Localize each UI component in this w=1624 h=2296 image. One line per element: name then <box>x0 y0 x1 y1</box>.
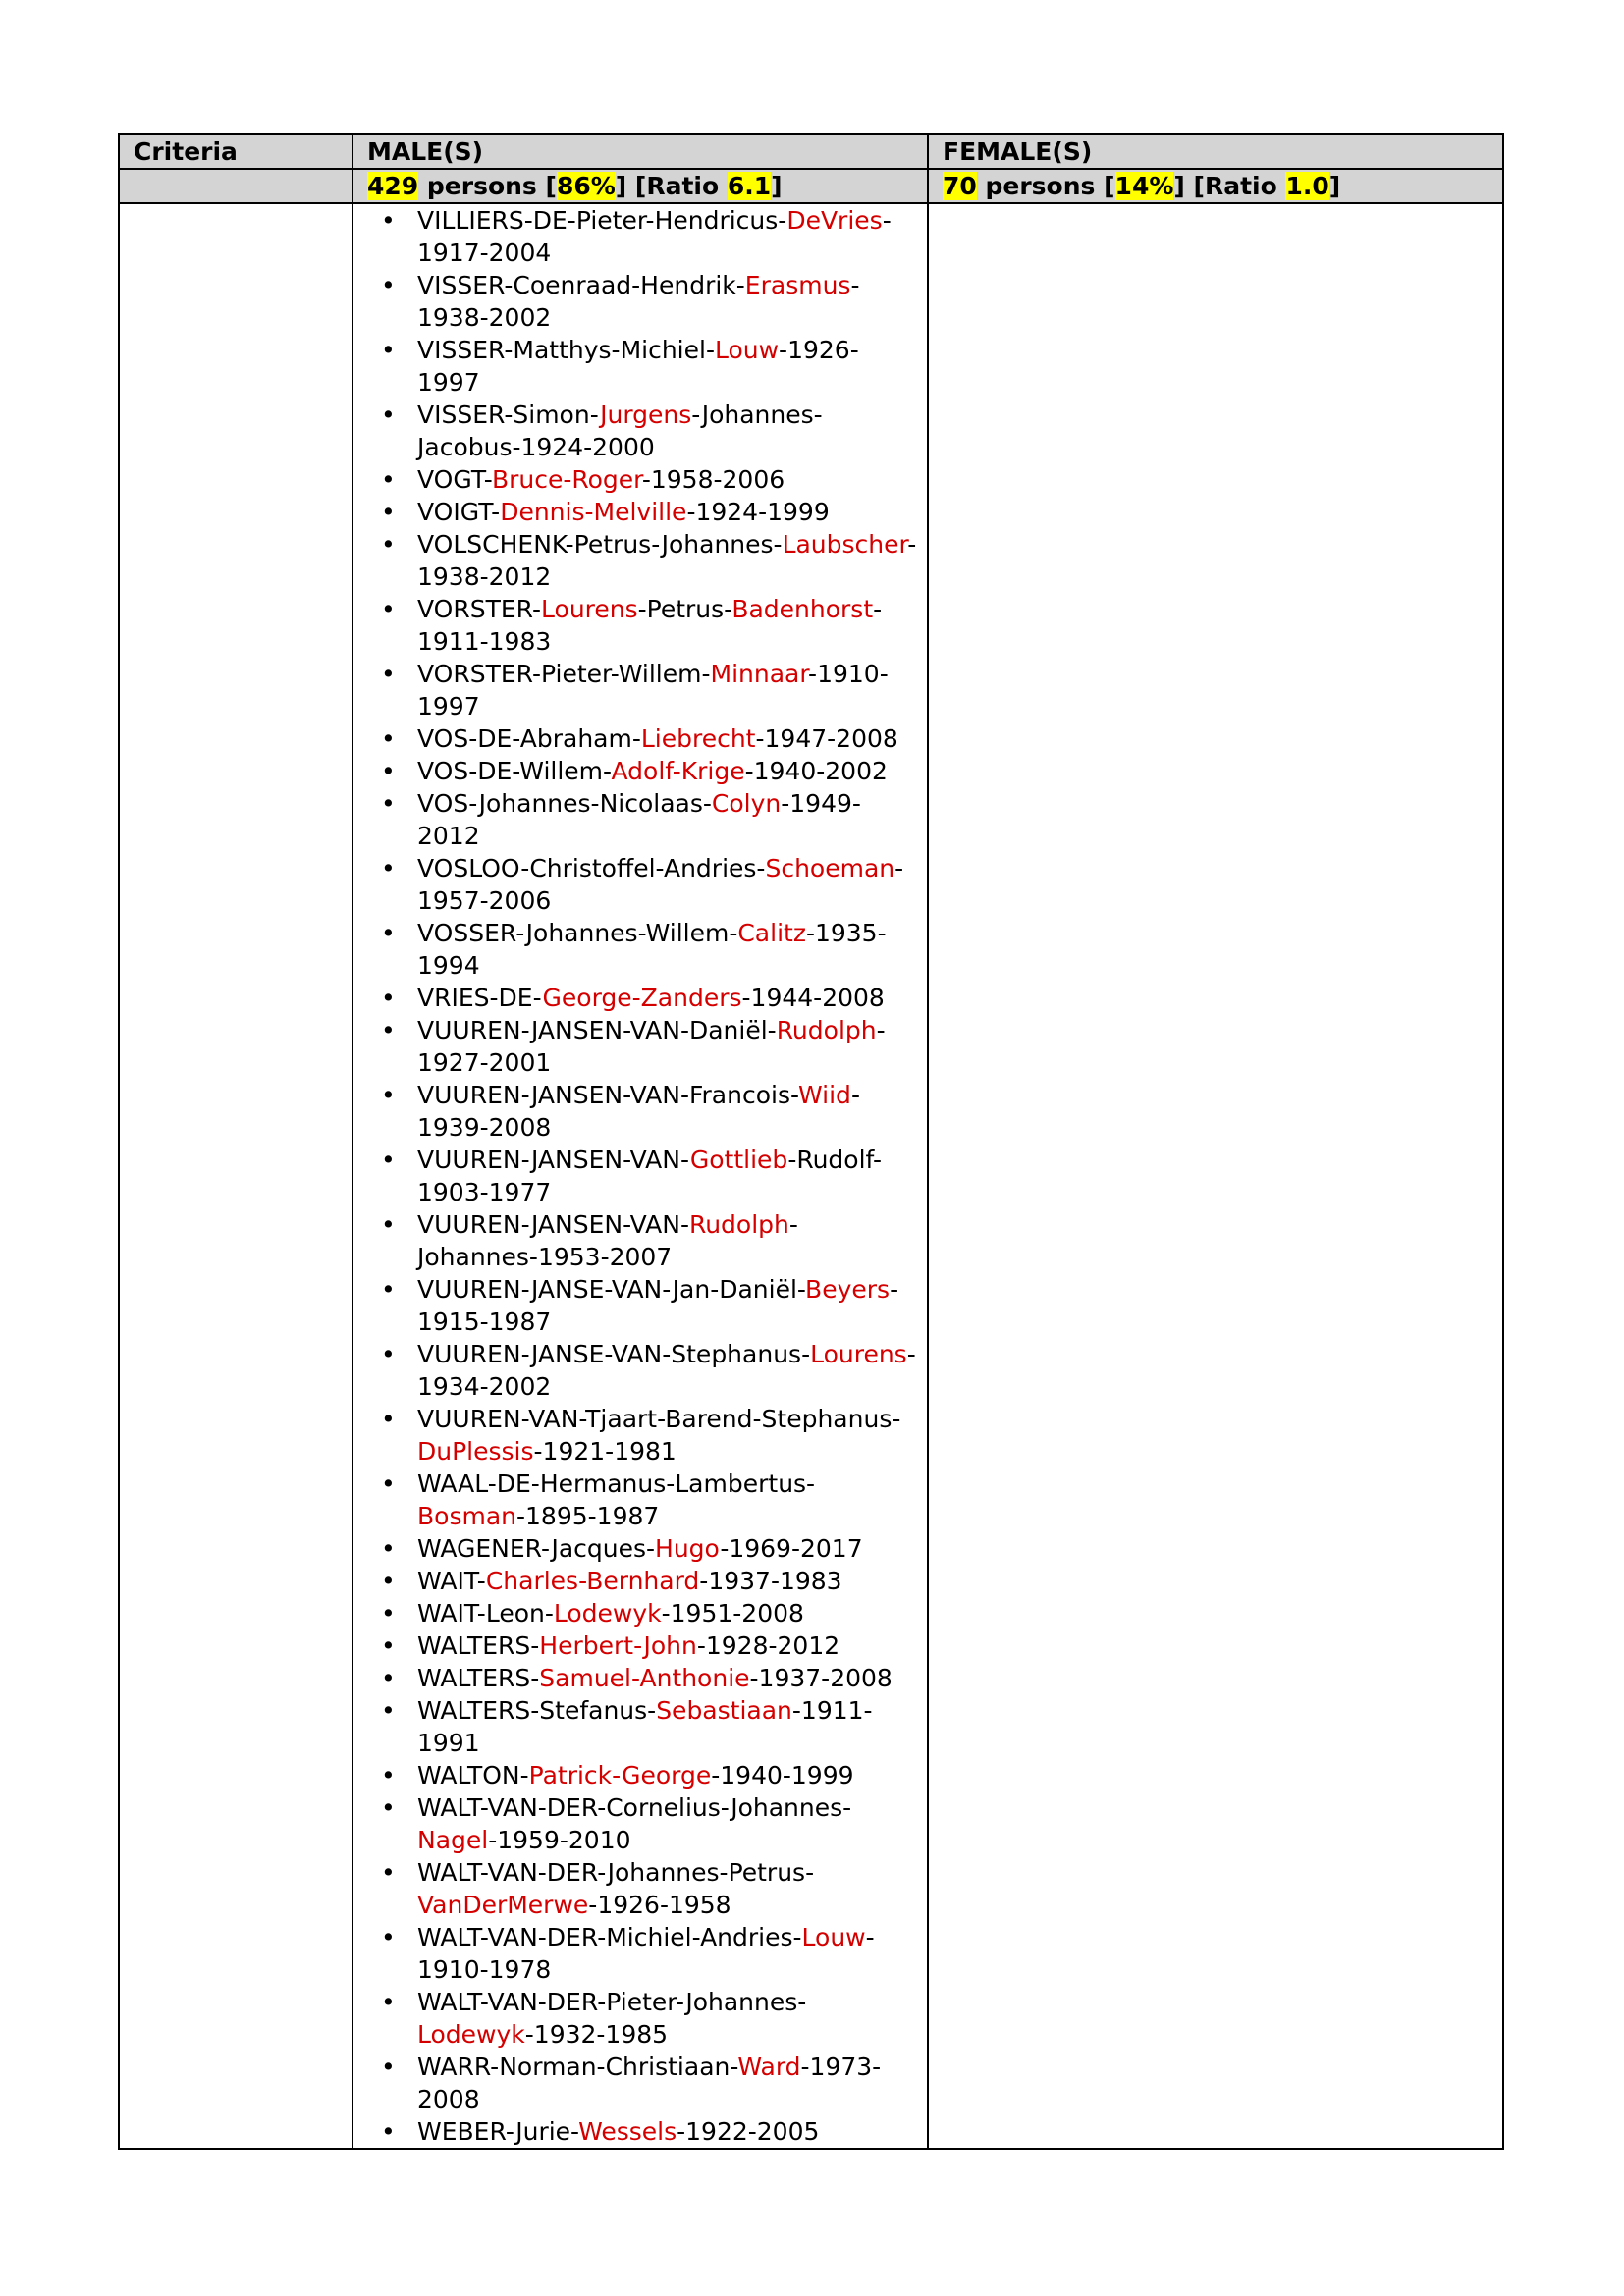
female-ratio: 1.0 <box>1285 172 1329 200</box>
name-highlight: DuPlessis <box>417 1437 534 1466</box>
male-names-cell <box>352 203 928 2149</box>
list-item <box>367 2051 927 2115</box>
list-item <box>367 1791 927 1856</box>
name-highlight: Calitz <box>737 919 806 947</box>
name-text: VOS-Johannes-Nicolaas- <box>417 789 712 818</box>
name-text: -1935-1994 <box>417 919 887 980</box>
name-text: VUUREN-JANSE-VAN-Stephanus- <box>417 1340 811 1368</box>
list-item <box>367 1079 927 1144</box>
name-text: VORSTER- <box>417 595 542 623</box>
name-text: -1927-2001 <box>417 1016 886 1077</box>
male-percent: 86% <box>556 172 616 200</box>
list-item <box>367 269 927 334</box>
name-highlight: Erasmus <box>744 271 851 299</box>
name-text: -1911-1983 <box>417 595 883 656</box>
name-text: -1938-2012 <box>417 530 917 591</box>
name-text: WAIT-Leon- <box>417 1599 554 1628</box>
name-text: VOGT- <box>417 465 492 494</box>
female-close: ] <box>1328 172 1341 200</box>
name-highlight: Lourens <box>810 1340 907 1368</box>
name-text: -1958-2006 <box>641 465 785 494</box>
name-text: -1940-2002 <box>744 757 888 785</box>
list-item <box>367 1921 927 1986</box>
list-item <box>367 1694 927 1759</box>
name-text: -1944-2008 <box>741 984 885 1012</box>
name-text: WALTERS- <box>417 1631 540 1660</box>
list-item <box>367 1759 927 1791</box>
male-header: MALE(S) <box>352 134 928 169</box>
male-summary <box>352 169 928 203</box>
list-item <box>367 982 927 1014</box>
list-item <box>367 1597 927 1629</box>
name-text: VOIGT- <box>417 498 501 526</box>
name-text: -1922-2005 <box>677 2117 820 2146</box>
list-item <box>367 528 927 593</box>
name-text: WARR-Norman-Christiaan- <box>417 2053 738 2081</box>
summary-criteria-cell <box>119 169 352 203</box>
name-text: WALTON- <box>417 1761 529 1789</box>
list-item <box>367 1662 927 1694</box>
name-text: -1939-2008 <box>417 1081 860 1142</box>
name-highlight: Bosman <box>417 1502 516 1530</box>
name-text: -1969-2017 <box>720 1534 863 1563</box>
name-highlight: Colyn <box>711 789 782 818</box>
female-persons-text: persons [ <box>976 172 1115 200</box>
male-persons-text: persons [ <box>418 172 557 200</box>
male-ratio-label: ] [Ratio <box>615 172 728 200</box>
list-item <box>367 399 927 463</box>
name-text: -1921-1981 <box>533 1437 677 1466</box>
name-text: VUUREN-JANSEN-VAN-Daniël- <box>417 1016 777 1044</box>
name-text: WALT-VAN-DER-Pieter-Johannes- <box>417 1988 807 2016</box>
name-highlight: Wiid <box>798 1081 851 1109</box>
name-highlight: Ward <box>737 2053 801 2081</box>
name-text: VOSLOO-Christoffel-Andries- <box>417 854 766 882</box>
name-highlight: Patrick-George <box>528 1761 712 1789</box>
list-item <box>367 787 927 852</box>
name-text: WAGENER-Jacques- <box>417 1534 656 1563</box>
name-text: -1959-2010 <box>488 1826 631 1854</box>
name-text: -1973-2008 <box>417 2053 882 2113</box>
name-text: -1911-1991 <box>417 1696 873 1757</box>
name-highlight: Rudolph <box>688 1210 789 1239</box>
name-highlight: VanDerMerwe <box>417 1891 589 1919</box>
name-text: -Johannes-Jacobus-1924-2000 <box>417 400 823 461</box>
name-text: VUUREN-JANSE-VAN-Jan-Daniël- <box>417 1275 806 1304</box>
table-header-row <box>119 134 1503 169</box>
list-item <box>367 1338 927 1403</box>
name-text: VISSER-Coenraad-Hendrik- <box>417 271 745 299</box>
name-text: -Johannes-1953-2007 <box>417 1210 798 1271</box>
name-highlight: Samuel-Anthonie <box>539 1664 750 1692</box>
list-item <box>367 593 927 658</box>
name-text: WALT-VAN-DER-Michiel-Andries- <box>417 1923 802 1951</box>
name-highlight: Wessels <box>578 2117 677 2146</box>
name-text: -1949-2012 <box>417 789 861 850</box>
name-text: WALTERS- <box>417 1664 540 1692</box>
name-text: -1932-1985 <box>524 2020 669 2049</box>
name-text: -1951-2008 <box>661 1599 804 1628</box>
list-item <box>367 1403 927 1468</box>
list-item <box>367 722 927 755</box>
name-text: -1940-1999 <box>711 1761 854 1789</box>
name-text: -1937-1983 <box>699 1567 842 1595</box>
list-item <box>367 1014 927 1079</box>
name-highlight: Adolf-Krige <box>611 757 745 785</box>
name-highlight: Louw <box>714 336 780 364</box>
name-text: VISSER-Simon- <box>417 400 601 429</box>
name-text: -1926-1997 <box>417 336 859 397</box>
list-item <box>367 1856 927 1921</box>
name-text: VOLSCHENK-Petrus-Johannes- <box>417 530 783 559</box>
criteria-table <box>118 133 1504 2150</box>
list-item <box>367 1273 927 1338</box>
female-percent: 14% <box>1114 172 1174 200</box>
list-item <box>367 1986 927 2051</box>
list-item <box>367 852 927 917</box>
name-highlight: Sebastiaan <box>656 1696 792 1725</box>
list-item <box>367 917 927 982</box>
name-text: WALT-VAN-DER-Johannes-Petrus- <box>417 1858 813 1887</box>
name-text: VILLIERS-DE-Pieter-Hendricus- <box>417 206 787 235</box>
name-highlight: Minnaar <box>710 660 809 688</box>
list-item <box>367 1565 927 1597</box>
name-highlight: Rudolph <box>776 1016 877 1044</box>
name-text: WAAL-DE-Hermanus-Lambertus- <box>417 1469 815 1498</box>
list-item <box>367 658 927 722</box>
name-text: WAIT- <box>417 1567 486 1595</box>
name-highlight: Bruce-Roger <box>491 465 642 494</box>
name-highlight: Louw <box>801 1923 866 1951</box>
list-item <box>367 2115 927 2148</box>
name-highlight: George-Zanders <box>542 984 742 1012</box>
list-item <box>367 463 927 496</box>
name-text: -1937-2008 <box>749 1664 893 1692</box>
name-highlight: Schoeman <box>765 854 895 882</box>
name-text: -1917-2004 <box>417 206 892 267</box>
list-item <box>367 1144 927 1208</box>
male-names-list <box>367 204 927 2148</box>
name-text: VOS-DE-Abraham- <box>417 724 641 753</box>
criteria-cell <box>119 203 352 2149</box>
name-highlight: Herbert-John <box>539 1631 697 1660</box>
name-text: -1934-2002 <box>417 1340 916 1401</box>
list-item <box>367 1208 927 1273</box>
name-highlight: DeVries <box>786 206 883 235</box>
name-highlight: Dennis-Melville <box>500 498 687 526</box>
name-highlight: Nagel <box>417 1826 489 1854</box>
list-item <box>367 1468 927 1532</box>
name-highlight: Hugo <box>655 1534 721 1563</box>
criteria-header: Criteria <box>119 134 352 169</box>
name-text: WALT-VAN-DER-Cornelius-Johannes- <box>417 1793 852 1822</box>
female-header: FEMALE(S) <box>928 134 1503 169</box>
name-text: WEBER-Jurie- <box>417 2117 579 2146</box>
name-highlight: Laubscher <box>782 530 908 559</box>
name-text: VUUREN-VAN-Tjaart-Barend-Stephanus- <box>417 1405 901 1433</box>
name-text: -1938-2002 <box>417 271 860 332</box>
name-highlight: Jurgens <box>600 400 692 429</box>
name-highlight: Gottlieb <box>689 1146 788 1174</box>
name-text: -1915-1987 <box>417 1275 899 1336</box>
name-highlight: Lodewyk <box>417 2020 525 2049</box>
name-text: -Petrus- <box>637 595 732 623</box>
male-close: ] <box>771 172 783 200</box>
name-text: VORSTER-Pieter-Willem- <box>417 660 711 688</box>
male-ratio: 6.1 <box>727 172 772 200</box>
name-highlight: Beyers <box>805 1275 891 1304</box>
female-ratio-label: ] [Ratio <box>1173 172 1286 200</box>
name-text: VUUREN-JANSEN-VAN-Francois- <box>417 1081 798 1109</box>
female-count: 70 <box>943 172 977 200</box>
name-text: -1947-2008 <box>755 724 898 753</box>
summary-row <box>119 169 1503 203</box>
name-text: -1926-1958 <box>588 1891 731 1919</box>
name-text: -1910-1997 <box>417 660 889 721</box>
name-text: VRIES-DE- <box>417 984 543 1012</box>
name-text: -Rudolf-1903-1977 <box>417 1146 882 1206</box>
female-names-cell <box>928 203 1503 2149</box>
list-item <box>367 1532 927 1565</box>
list-item <box>367 1629 927 1662</box>
name-highlight: Badenhorst <box>731 595 874 623</box>
name-text: VUUREN-JANSEN-VAN- <box>417 1210 689 1239</box>
list-item <box>367 334 927 399</box>
name-text: VOSSER-Johannes-Willem- <box>417 919 738 947</box>
name-text: -1928-2012 <box>696 1631 840 1660</box>
list-item <box>367 496 927 528</box>
name-highlight: Liebrecht <box>640 724 756 753</box>
name-text: -1957-2006 <box>417 854 904 915</box>
male-count: 429 <box>367 172 419 200</box>
list-item <box>367 204 927 269</box>
female-summary <box>928 169 1503 203</box>
name-highlight: Lodewyk <box>553 1599 662 1628</box>
name-text: -1924-1999 <box>686 498 830 526</box>
name-text: VUUREN-JANSEN-VAN- <box>417 1146 690 1174</box>
name-text: -1895-1987 <box>516 1502 660 1530</box>
name-text: -1910-1978 <box>417 1923 875 1984</box>
name-text: WALTERS-Stefanus- <box>417 1696 657 1725</box>
names-row <box>119 203 1503 2149</box>
name-highlight: Lourens <box>541 595 638 623</box>
name-highlight: Charles-Bernhard <box>485 1567 700 1595</box>
name-text: VOS-DE-Willem- <box>417 757 612 785</box>
list-item <box>367 755 927 787</box>
name-text: VISSER-Matthys-Michiel- <box>417 336 715 364</box>
